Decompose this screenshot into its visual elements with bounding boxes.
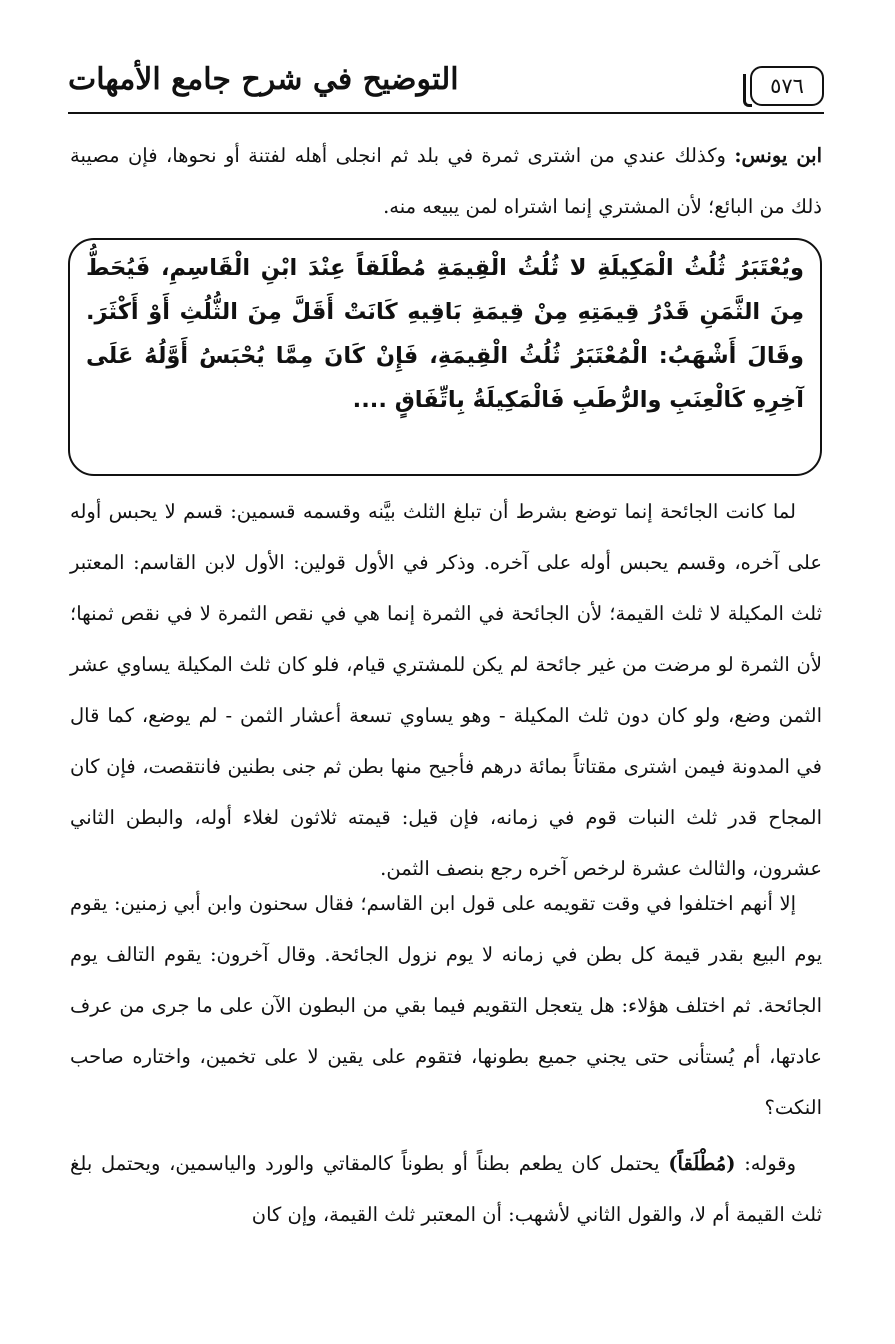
commentary-paragraph-2 xyxy=(70,878,822,1133)
running-title: التوضيح في شرح جامع الأمهات xyxy=(68,62,459,97)
paragraph-3-prefix: وقوله: xyxy=(735,1152,797,1175)
intro-text: وكذلك عندي من اشترى ثمرة في بلد ثم انجلى أهله لفتنة أو نحوها، فإن مصيبة ذلك من البائع؛ لأن المشتري إنما اشتراه لمن يبيعه منه. xyxy=(70,144,822,218)
paragraph-3-quote: (مُطْلَقاً) xyxy=(668,1152,736,1175)
page-number-text: ٥٧٦ xyxy=(770,74,804,98)
commentary-paragraph-1 xyxy=(70,486,822,894)
speaker-name: ابن يونس: xyxy=(734,144,823,167)
commentary-paragraph-3 xyxy=(70,1138,822,1240)
matn-box xyxy=(68,238,822,476)
paragraph-1-text: لما كانت الجائحة إنما توضع بشرط أن تبلغ الثلث بيَّنه وقسمه قسمين: قسم لا يحبس أوله على آخره، وقسم يحبس أوله على آخره. وذكر في الأول قولين: الأول لابن القاسم: المعتبر ثلث المكيلة لا ثلث القيمة؛ لأن الجائحة في الثمرة إنما هي في نقص الثمرة لا في نقص ثمنها؛ لأن الثمرة لو مرضت من غير جائحة لم يكن للمشتري قيام، فلو كان ثلث المكيلة يساوي عشر الثمن وضع، ولو كان دون ثلث المكيلة - وهو يساوي تسعة أعشار الثمن - لم يوضع، كما قال في المدونة فيمن اشترى مقتاتاً بمائة درهم فأجيح منها بطن ثم جنى بطنين فانتقصت، فإن كان المجاح قدر ثلث النبات قوم في زمانه، فإن قيل: قيمته ثلاثون لغلاء أوله، والبطن الثاني عشرون، والثالث عشرة لرخص آخره رجع بنصف الثمن. xyxy=(70,500,822,880)
page-header xyxy=(68,62,824,116)
intro-paragraph xyxy=(70,130,822,232)
matn-text: ويُعْتَبَرُ ثُلُثُ الْمَكِيلَةِ لا ثُلُثُ الْقِيمَةِ مُطْلَقاً عِنْدَ ابْنِ الْقَاسِمِ، فَيُحَطُّ مِنَ الثَّمَنِ قَدْرُ قِيمَتِهِ مِنْ قِيمَةِ بَاقِيهِ كَانَتْ أَقَلَّ مِنَ الثُّلُثِ أَوْ أَكْثَرَ. وقَالَ أَشْهَبُ: الْمُعْتَبَرُ ثُلُثُ الْقِيمَةِ، فَإِنْ كَانَ مِمَّا يُحْبَسُ أَوَّلُهُ عَلَى آخِرِهِ كَالْعِنَبِ والرُّطَبِ فَالْمَكِيلَةُ بِاتِّفَاقٍ .... xyxy=(86,255,804,413)
paragraph-3-text: يحتمل كان يطعم بطناً أو بطوناً كالمقاتي والورد والياسمين، ويحتمل بلغ ثلث القيمة أم لا، والقول الثاني لأشهب: أن المعتبر ثلث القيمة، وإن كان xyxy=(70,1152,822,1226)
header-divider xyxy=(68,112,824,114)
paragraph-2-text: إلا أنهم اختلفوا في وقت تقويمه على قول ابن القاسم؛ فقال سحنون وابن أبي زمنين: يقوم يوم البيع بقدر قيمة كل بطن في زمانه لا يوم نزول الجائحة. وقال آخرون: يقوم التالف يوم الجائحة. ثم اختلف هؤلاء: هل يتعجل التقويم فيما بقي من البطون الآن على ما جرى من عرف عادتها، أم يُستأنى حتى يجني جميع بطونها، فتقوم على يقين لا على تخمين، واختاره صاحب النكت؟ xyxy=(70,892,822,1119)
page-number xyxy=(750,66,824,106)
